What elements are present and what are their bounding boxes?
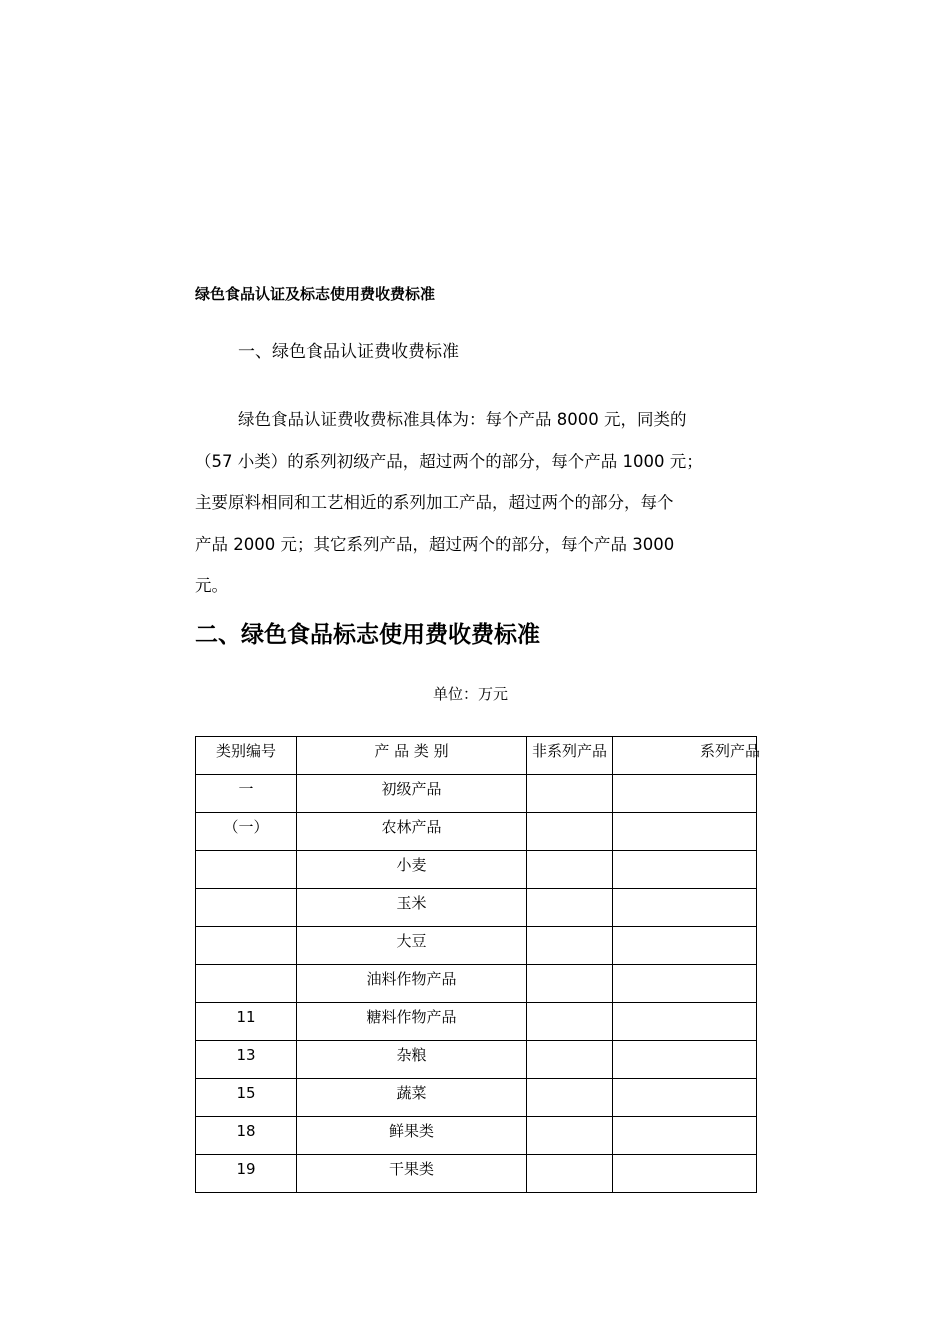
section-1-heading: 一、绿色食品认证费收费标准	[238, 342, 459, 362]
cell-category: 初级产品	[297, 775, 527, 813]
section-2-heading: 二、绿色食品标志使用费收费标准	[195, 622, 540, 648]
header-series-label: 系列产品	[699, 742, 760, 760]
cell-category: 糖料作物产品	[297, 1003, 527, 1041]
cell-non-series	[527, 813, 613, 851]
fee-table	[195, 736, 760, 1193]
cell-series	[613, 1117, 757, 1155]
cell-category: 玉米	[297, 889, 527, 927]
header-series	[613, 737, 760, 775]
paragraph-line: 绿色食品认证费收费标准具体为：每个产品 8000 元，同类的	[238, 410, 687, 429]
cell-code: 11	[196, 1003, 297, 1041]
cell-non-series	[527, 1155, 613, 1193]
table-body	[196, 775, 757, 1193]
cell-series	[613, 775, 757, 813]
cell-code: 15	[196, 1079, 297, 1117]
cell-series	[613, 813, 757, 851]
cell-code	[196, 927, 297, 965]
cell-series	[613, 965, 757, 1003]
cell-code: 19	[196, 1155, 297, 1193]
table-row	[196, 1117, 757, 1155]
paragraph-line: 元。	[195, 576, 228, 595]
table-row	[196, 775, 757, 813]
cell-series	[613, 1079, 757, 1117]
paragraph-line: 产品 2000 元；其它系列产品，超过两个的部分，每个产品 3000	[195, 534, 675, 554]
paragraph-line: 主要原料相同和工艺相近的系列加工产品，超过两个的部分，每个	[195, 493, 674, 512]
cell-category: 农林产品	[297, 813, 527, 851]
cell-non-series	[527, 889, 613, 927]
cell-code	[196, 965, 297, 1003]
cell-non-series	[527, 1079, 613, 1117]
header-category: 产 品 类 别	[297, 737, 527, 775]
cell-category: 蔬菜	[297, 1079, 527, 1117]
cell-category: 大豆	[297, 927, 527, 965]
cell-series	[613, 1041, 757, 1079]
cell-series	[613, 889, 757, 927]
table-row	[196, 1079, 757, 1117]
table-row	[196, 851, 757, 889]
cell-code: 一	[196, 775, 297, 813]
cell-code	[196, 851, 297, 889]
table-header-row	[196, 737, 757, 775]
cell-category: 油料作物产品	[297, 965, 527, 1003]
cell-category: 鲜果类	[297, 1117, 527, 1155]
table-row	[196, 1155, 757, 1193]
table-row	[196, 965, 757, 1003]
certification-fee-paragraph	[195, 399, 755, 607]
header-code: 类别编号	[196, 737, 297, 775]
cell-code	[196, 889, 297, 927]
cell-category: 干果类	[297, 1155, 527, 1193]
table-row	[196, 813, 757, 851]
table-row	[196, 927, 757, 965]
cell-series	[613, 1003, 757, 1041]
paragraph-line: （57 小类）的系列初级产品，超过两个的部分，每个产品 1000 元；	[195, 451, 703, 471]
cell-non-series	[527, 775, 613, 813]
document-title: 绿色食品认证及标志使用费收费标准	[195, 285, 436, 303]
cell-non-series	[527, 851, 613, 889]
cell-series	[613, 851, 757, 889]
cell-code: 13	[196, 1041, 297, 1079]
table-row	[196, 1041, 757, 1079]
cell-non-series	[527, 965, 613, 1003]
cell-non-series	[527, 927, 613, 965]
cell-series	[613, 927, 757, 965]
cell-non-series	[527, 1041, 613, 1079]
table-row	[196, 1003, 757, 1041]
cell-non-series	[527, 1003, 613, 1041]
cell-code: 18	[196, 1117, 297, 1155]
header-non-series: 非系列产品	[527, 737, 613, 775]
table-row	[196, 889, 757, 927]
unit-label: 单位：万元	[433, 685, 509, 703]
cell-non-series	[527, 1117, 613, 1155]
cell-series	[613, 1155, 757, 1193]
cell-code: （一）	[196, 813, 297, 851]
cell-category: 小麦	[297, 851, 527, 889]
cell-category: 杂粮	[297, 1041, 527, 1079]
